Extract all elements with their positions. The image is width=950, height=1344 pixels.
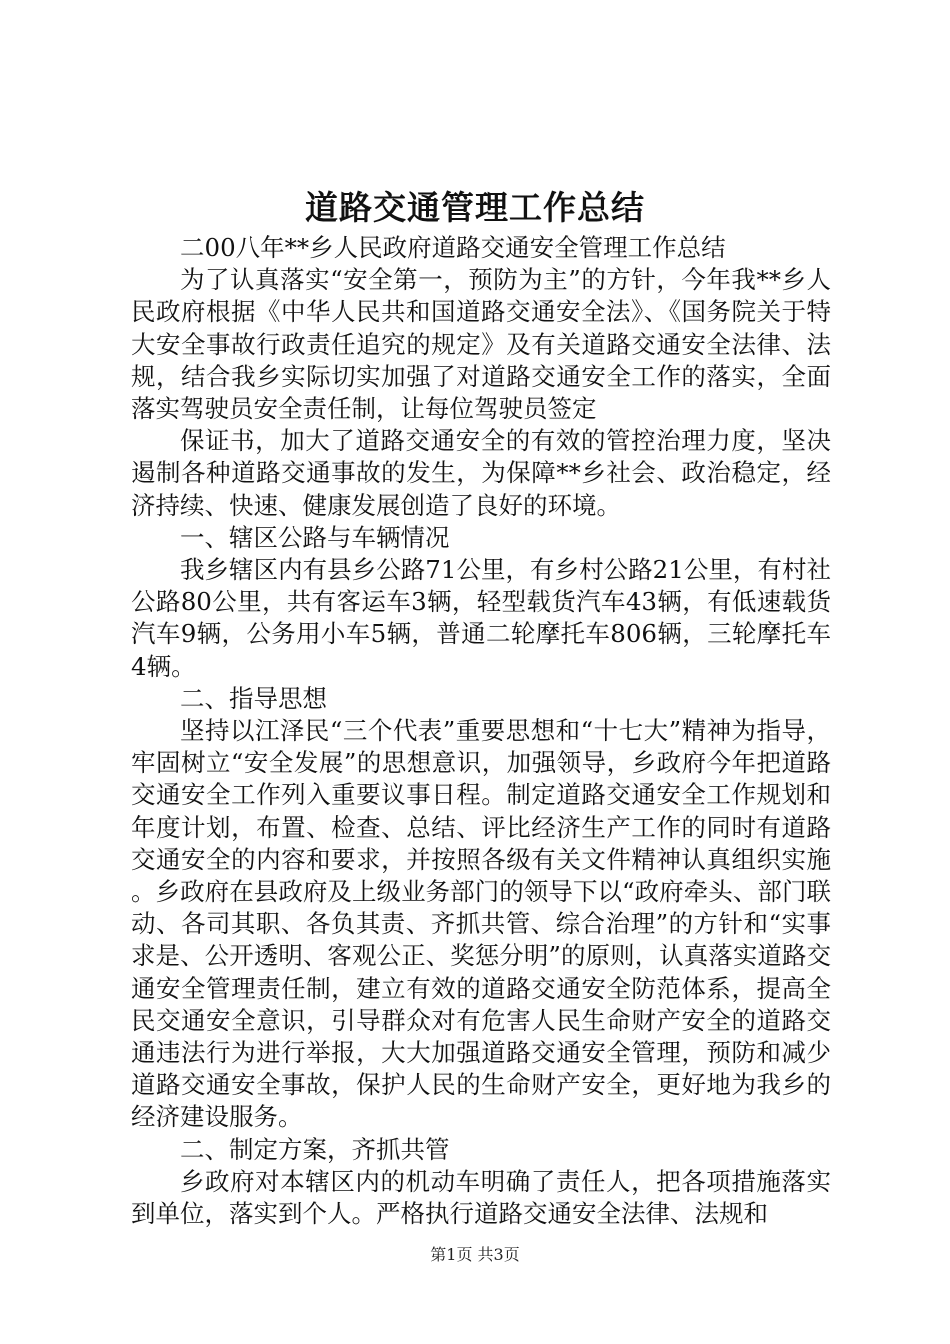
paragraph-intro: 为了认真落实“安全第一，预防为主”的方针，今年我**乡人民政府根据《中华人民共和国道路交通安全法》、《国务院关于特大安全事故行政责任追究的规定》及有关道路交通安全法律、法规，结合我乡实际切实加强了对道路交通安全工作的落实，全面落实驾驶员安全责任制，让每位驾驶员签定 <box>131 265 831 424</box>
paragraph-subtitle: 二00八年**乡人民政府道路交通安全管理工作总结 <box>180 233 726 262</box>
section-heading-guiding-ideology: 二、指导思想 <box>180 683 327 713</box>
document-title: 道路交通管理工作总结 <box>305 188 645 227</box>
document-body <box>131 232 831 1230</box>
page-number-footer: 第1页 共3页 <box>430 1245 520 1264</box>
paragraph-intro-continued: 保证书，加大了道路交通安全的有效的管控治理力度，坚决遏制各种道路交通事故的发生，为保障**乡社会、政治稳定，经济持续、快速、健康发展创造了良好的环境。 <box>131 426 831 520</box>
paragraph-roads-vehicles: 我乡辖区内有县乡公路71公里，有乡村公路21公里，有村社公路80公里，共有客运车3辆，轻型载货汽车43辆，有低速载货汽车9辆，公务用小车5辆，普通二轮摩托车806辆，三轮摩托车4辆。 <box>131 555 831 681</box>
section-heading-roads-vehicles: 一、辖区公路与车辆情况 <box>180 522 450 552</box>
paragraph-plan: 乡政府对本辖区内的机动车明确了责任人，把各项措施落实到单位，落实到个人。严格执行道路交通安全法律、法规和 <box>131 1166 831 1229</box>
paragraph-guiding-ideology: 坚持以江泽民“三个代表”重要思想和“十七大”精神为指导，牢固树立“安全发展”的思想意识，加强领导，乡政府今年把道路交通安全工作列入重要议事日程。制定道路交通安全工作规划和年度计划，布置、检查、总结、评比经济生产工作的同时有道路交通安全的内容和要求，并按照各级有关文件精神认真组织实施。乡政府在县政府及上级业务部门的领导下以“政府牵头、部门联动、各司其职、各负其责、齐抓共管、综合治理”的方针和“实事求是、公开透明、客观公正、奖惩分明”的原则，认真落实道路交通安全管理责任制，建立有效的道路交通安全防范体系，提高全民交通安全意识，引导群众对有危害人民生命财产安全的道路交通违法行为进行举报，大大加强道路交通安全管理，预防和减少道路交通安全事故，保护人民的生命财产安全，更好地为我乡的经济建设服务。 <box>131 716 831 1132</box>
section-heading-plan: 二、制定方案，齐抓共管 <box>180 1134 450 1164</box>
